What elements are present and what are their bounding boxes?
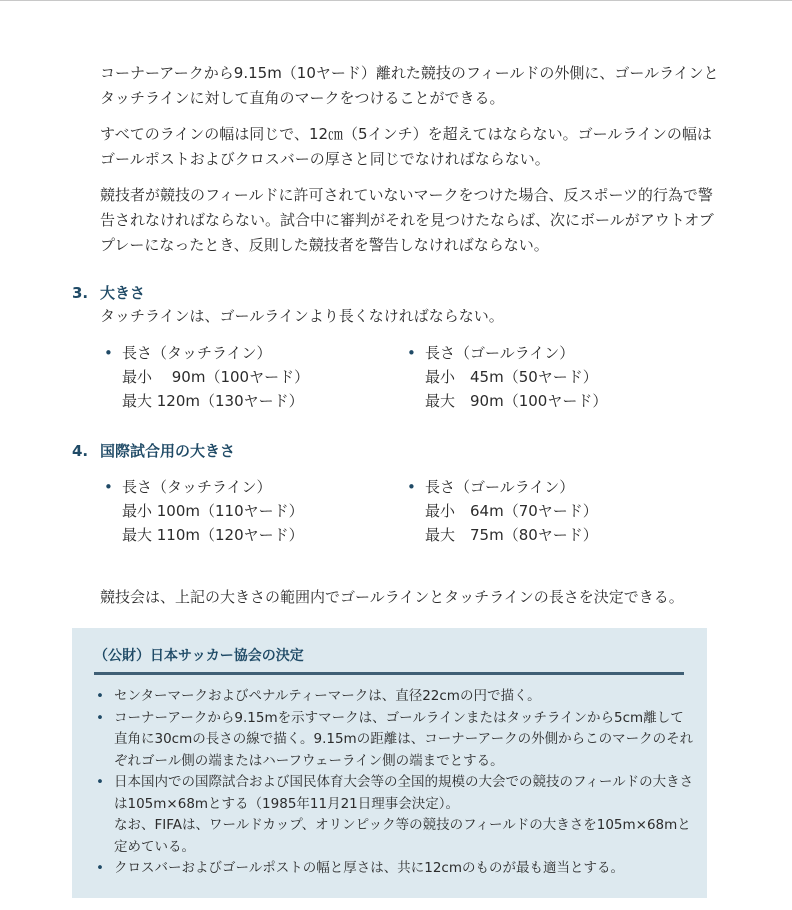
section-3-title: 大きさ [100,284,146,302]
bullet: • [96,709,104,726]
intl-goalline-min: 最小 64m（70ヤード） [425,502,598,520]
intl-goalline-length-label: 長さ（ゴールライン） [425,478,575,496]
intro-paragraph-1: コーナーアークから9.15m（10ヤード）離れた競技のフィールドの外側に、ゴールラインとタッチラインに対して直角のマークをつけることができる。 [100,64,719,107]
intl-goalline-max: 最大 75m（80ヤード） [425,526,598,544]
closing-paragraph: 競技会は、上記の大きさの範囲内でゴールラインとタッチラインの長さを決定できる。 [100,588,684,606]
bullet: • [104,344,113,362]
touchline-length-label: 長さ（タッチライン） [122,344,272,362]
jfa-decision-list [96,686,696,880]
intro-paragraph-2: すべてのラインの幅は同じで、12㎝（5インチ）を超えてはならない。ゴールラインの幅はゴールポストおよびクロスバーの厚さと同じでなければならない。 [100,125,712,168]
touchline-min: 最小 90m（100ヤード） [122,368,310,386]
section-4-goalline-list [407,475,598,547]
goalline-max: 最大 90m（100ヤード） [425,392,608,410]
list-item-text: コーナーアークから9.15mを示すマークは、ゴールラインまたはタッチラインから5cm離して直角に30cmの長さの線で描く。9.15mの距離は、コーナーアークの外側からこのマークのそれぞれゴール側の端またはハーフウェーライン側の端までとする。 [114,709,694,769]
section-4-number: 4. [72,442,89,460]
section-4-title: 国際試合用の大きさ [100,442,236,460]
section-3-heading [72,283,145,303]
list-item [96,708,696,773]
section-4-heading [72,441,235,461]
section-3-touchline-list [104,341,309,413]
list-item [96,686,696,708]
list-item-text: 日本国内での国際試合および国民体育大会等の全国的規模の大会での競技のフィールドの大きさは105m×68mとする（1985年11月21日理事会決定）。 なお、FIFAは、ワールドカップ、オリンピック等の競技のフィールドの大きさを105m×68mと定めている。 [114,774,694,855]
top-border-line [0,0,792,1]
bullet: • [407,344,416,362]
list-item-text: センターマークおよびペナルティーマークは、直径22cmの円で描く。 [114,688,541,704]
intro-paragraph-3: 競技者が競技のフィールドに許可されていないマークをつけた場合、反スポーツ的行為で警告されなければならない。試合中に審判がそれを見つけたならば、次にボールがアウトオブプレーになったとき、反則した競技者を警告しなければならない。 [100,186,714,254]
bullet: • [407,478,416,496]
bullet: • [96,774,104,790]
bullet: • [96,688,104,704]
section-4-touchline-list [104,475,304,547]
intl-touchline-length-label: 長さ（タッチライン） [122,478,272,496]
list-item-text: クロスバーおよびゴールポストの幅と厚さは、共に12cmのものが最も適当とする。 [114,860,624,876]
list-item [96,858,696,880]
jfa-decision-box [72,628,707,898]
section-3-number: 3. [72,284,89,302]
touchline-max: 最大 120m（130ヤード） [122,392,304,410]
jfa-decision-title: （公財）日本サッカー協会の決定 [94,646,684,675]
section-3-subtitle: タッチラインは、ゴールラインより長くなければならない。 [100,307,504,325]
list-item [96,772,696,858]
intl-touchline-max: 最大 110m（120ヤード） [122,526,304,544]
section-3-goalline-list [407,341,607,413]
goalline-min: 最小 45m（50ヤード） [425,368,598,386]
intl-touchline-min: 最小 100m（110ヤード） [122,502,304,520]
bullet: • [104,478,113,496]
bullet: • [96,860,104,876]
goalline-length-label: 長さ（ゴールライン） [425,344,575,362]
